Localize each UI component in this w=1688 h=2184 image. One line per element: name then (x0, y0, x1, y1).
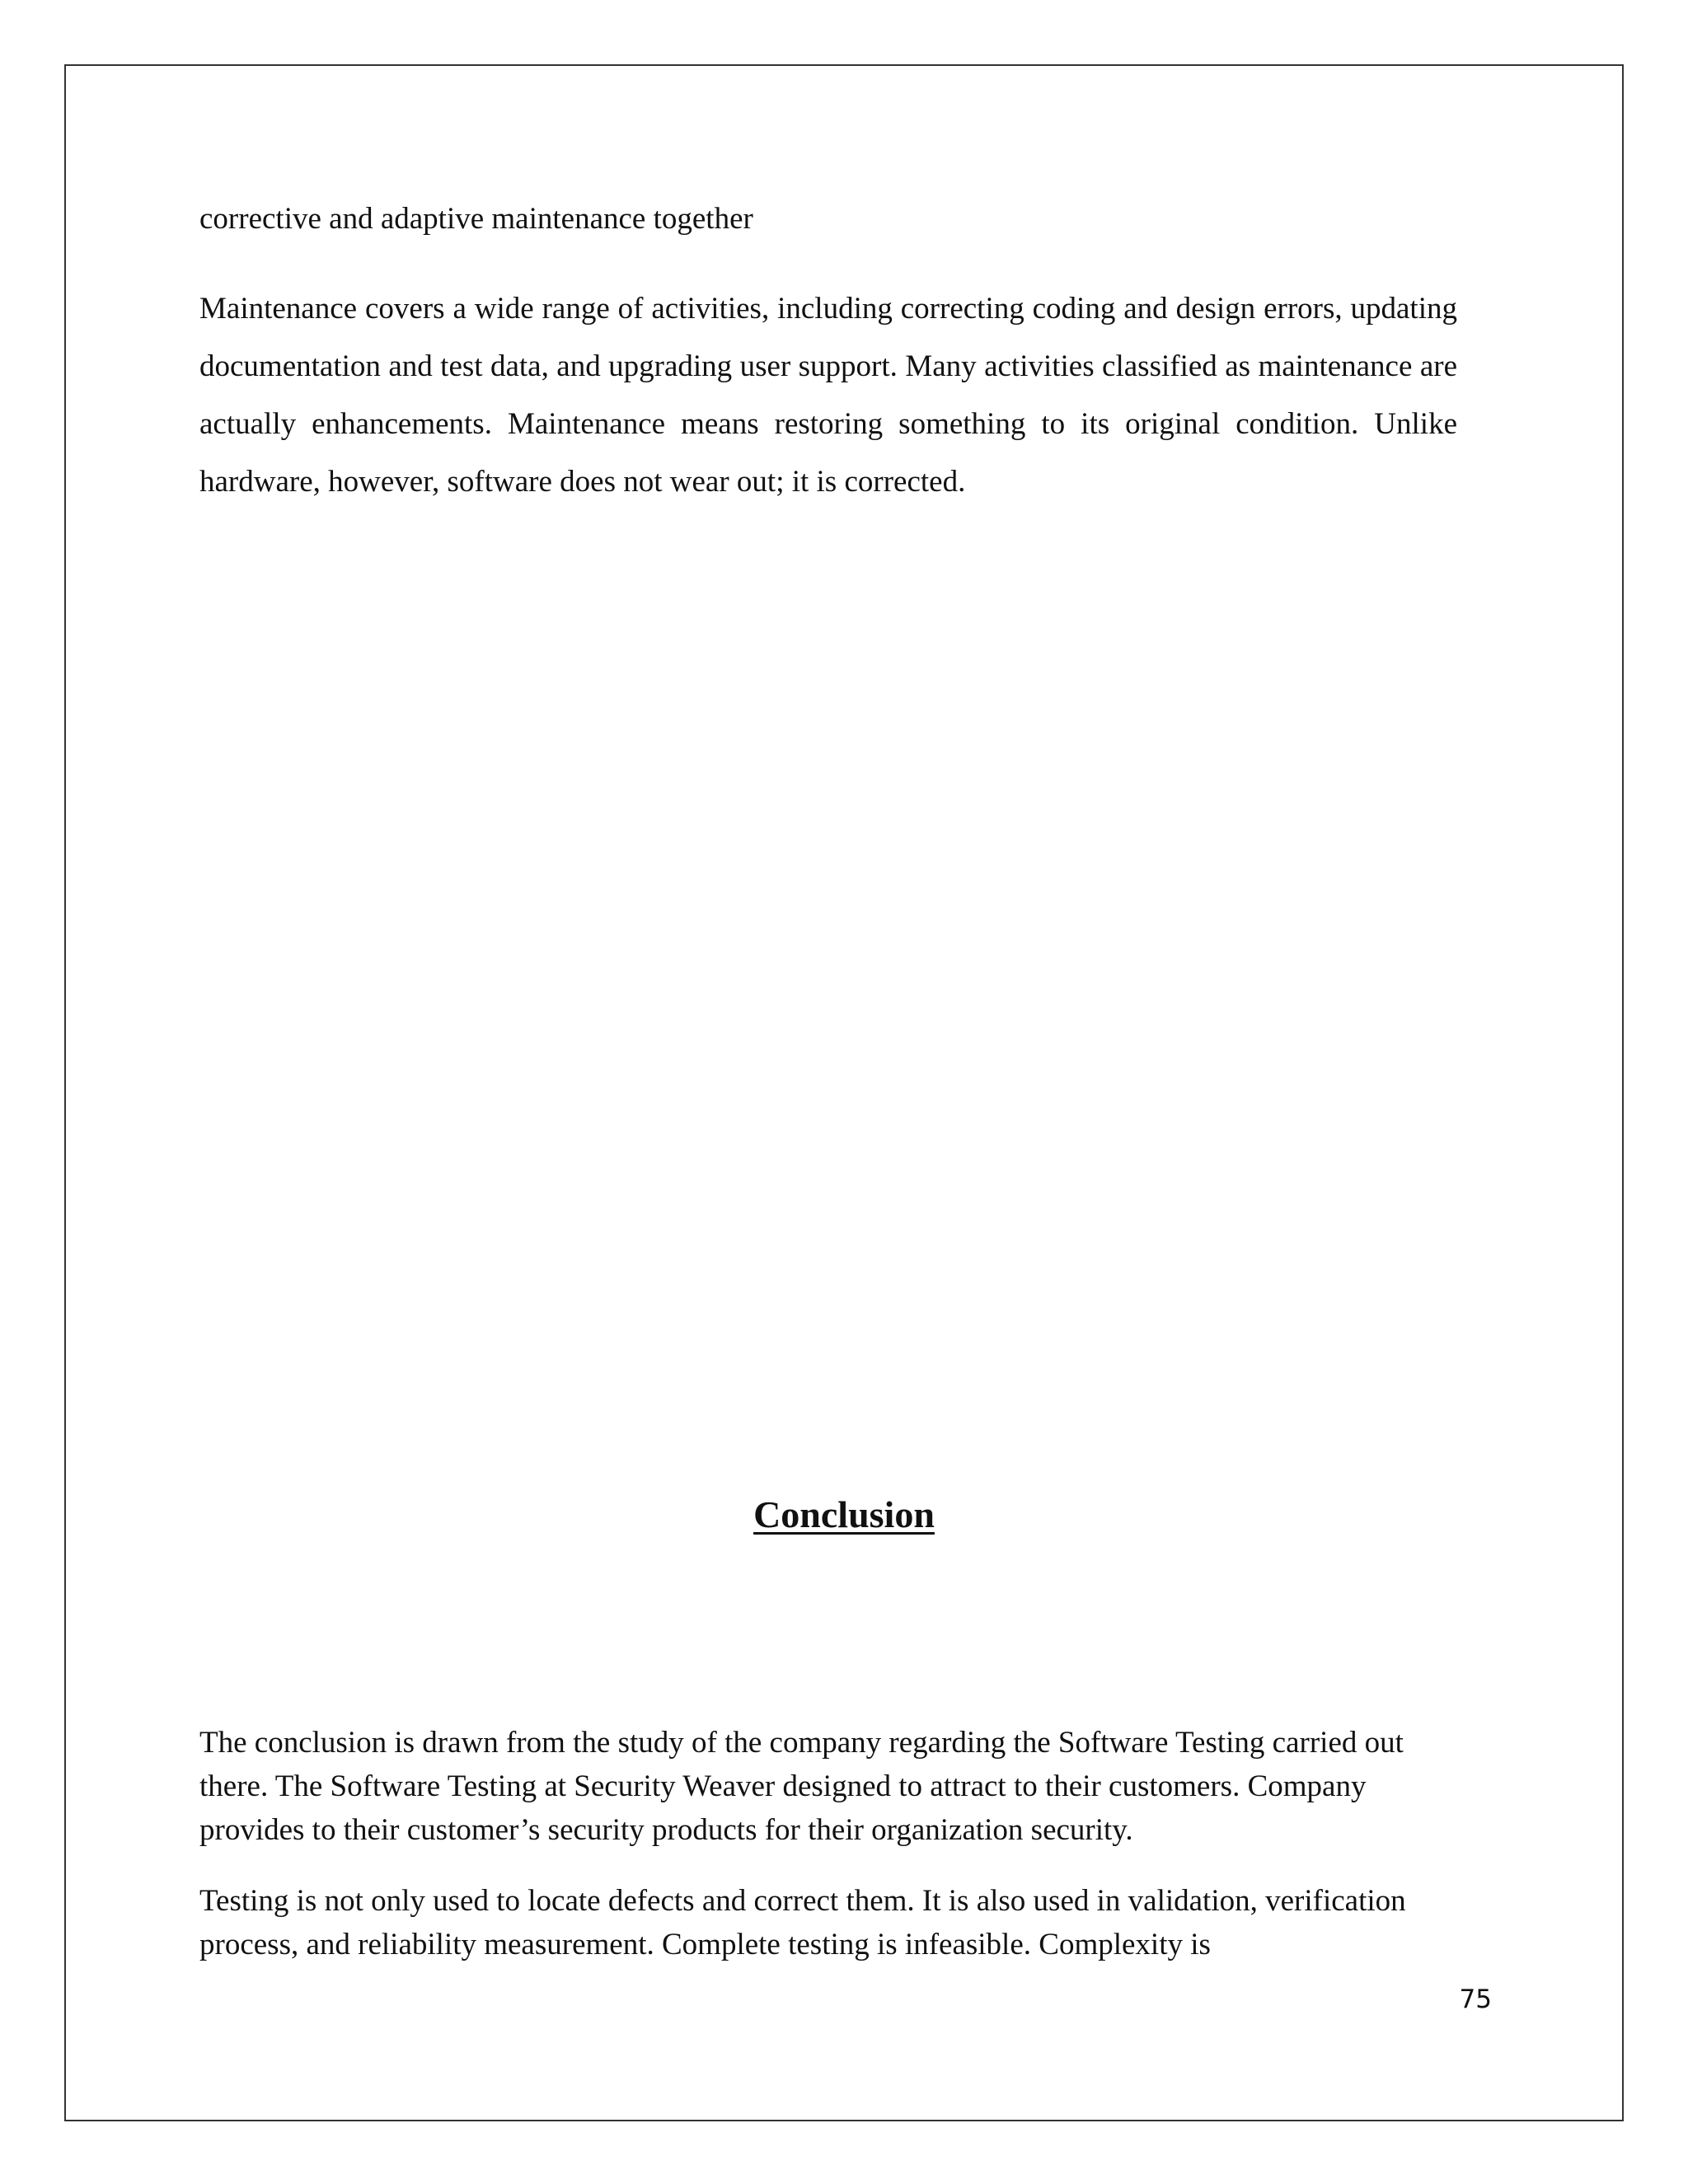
conclusion-paragraph-1: The conclusion is drawn from the study of the company regarding the Software Testing carried out there. The Software Testing at Security Weaver designed to attract to their customers. Company provides to their customer’s security products for their organization security. (199, 1726, 1404, 1847)
conclusion-paragraph-2: Testing is not only used to locate defects and correct them. It is also used in validation, verification process, and reliability measurement. Complete testing is infeasible. Complexity is (199, 1884, 1406, 1961)
continuation-line: corrective and adaptive maintenance together (199, 202, 753, 236)
conclusion-heading (0, 1490, 1688, 1540)
page-number: 75 (1459, 1985, 1492, 2014)
maintenance-paragraph: Maintenance covers a wide range of activities, including correcting coding and design errors, updating documentation and test data, and upgrading user support. Many activities classified as maintenance are actually enhancements. Maintenance means restoring something to its original condition. Unlike hardware, however, software does not wear out; it is corrected. (199, 292, 1457, 499)
conclusion-heading-text: Conclusion (753, 1493, 935, 1535)
